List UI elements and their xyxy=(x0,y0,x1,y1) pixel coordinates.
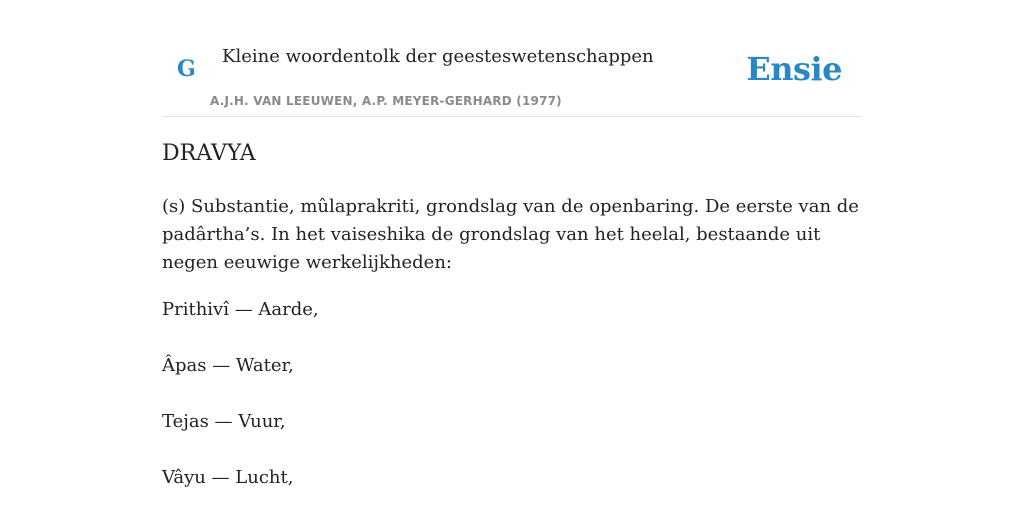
element-list xyxy=(162,296,319,512)
book-header xyxy=(162,0,862,117)
article-page xyxy=(162,0,862,512)
element-item: Âpas — Water, xyxy=(162,355,294,376)
ensie-logo[interactable]: Ensie xyxy=(746,50,842,88)
element-item: Vâyu — Lucht, xyxy=(162,467,294,488)
book-authors: A.J.H. VAN LEEUWEN, A.P. MEYER-GERHARD (1977) xyxy=(210,94,562,108)
entry-definition: (s) Substantie, mûlaprakriti, grondslag van de openbaring. De eerste van de padârtha’s. In het vaiseshika de grondslag van het heelal, bestaande uit negen eeuwige werkelijkheden: xyxy=(162,196,859,273)
book-title-link[interactable]: Kleine woordentolk der geesteswetenschappen xyxy=(222,46,654,67)
book-badge-icon[interactable]: G xyxy=(177,56,196,82)
element-item: Prithivî — Aarde, xyxy=(162,299,319,320)
entry-title: DRAVYA xyxy=(162,141,256,166)
element-item: Tejas — Vuur, xyxy=(162,411,286,432)
